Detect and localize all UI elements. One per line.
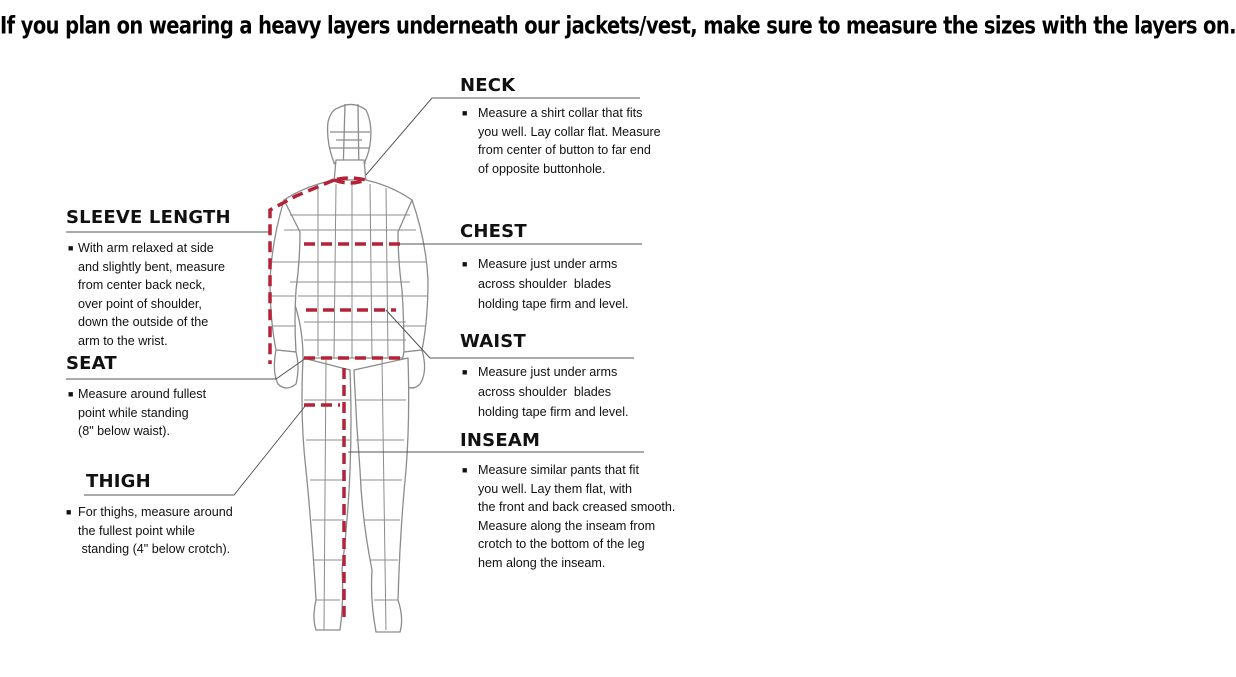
bullet-icon: ■ bbox=[462, 108, 468, 118]
left-arm bbox=[270, 200, 300, 352]
waist-section bbox=[460, 331, 629, 422]
inseam-text bbox=[460, 461, 675, 572]
headline: If you plan on wearing a heavy layers underneath our jackets/vest, make sure to measure the sizes with the layers on. bbox=[0, 11, 1236, 40]
neck-text bbox=[460, 104, 661, 178]
thigh-section bbox=[66, 471, 233, 559]
thigh-title: THIGH bbox=[86, 471, 151, 492]
neck-description: Measure a shirt collar that fits you well. Lay collar flat. Measure from center of button to far end of opposite buttonhole. bbox=[478, 106, 661, 176]
bullet-icon: ■ bbox=[66, 507, 72, 517]
sleeve-length-text bbox=[66, 239, 231, 350]
bullet-icon: ■ bbox=[462, 465, 468, 475]
seat-text bbox=[66, 385, 206, 441]
mannequin-figure bbox=[270, 104, 428, 632]
sleeve-length-title: SLEEVE LENGTH bbox=[66, 207, 231, 228]
bullet-icon: ■ bbox=[462, 367, 468, 377]
bullet-icon: ■ bbox=[68, 389, 74, 399]
bullet-icon: ■ bbox=[462, 259, 468, 269]
chest-text bbox=[460, 254, 629, 314]
neck-title: NECK bbox=[460, 75, 516, 96]
sleeve-length-description: With arm relaxed at side and slightly bent, measure from center back neck, over point of shoulder, down the outside of the arm to the wrist. bbox=[78, 241, 226, 348]
seat-description: Measure around fullest point while standing (8" below waist). bbox=[78, 387, 207, 438]
waist-title: WAIST bbox=[460, 331, 526, 352]
right-leg bbox=[354, 358, 409, 632]
waist-description: Measure just under arms across shoulder blades holding tape firm and level. bbox=[478, 365, 629, 419]
left-hand bbox=[274, 350, 298, 388]
neck-section bbox=[460, 75, 661, 178]
thigh-text bbox=[64, 503, 233, 559]
bullet-icon: ■ bbox=[68, 243, 74, 253]
inseam-title: INSEAM bbox=[460, 430, 541, 451]
sleeve-length-section bbox=[66, 207, 231, 350]
thigh-description: For thighs, measure around the fullest point while standing (4" below crotch). bbox=[78, 505, 233, 556]
chest-title: CHEST bbox=[460, 221, 527, 242]
chest-description: Measure just under arms across shoulder blades holding tape firm and level. bbox=[478, 257, 629, 311]
waist-text bbox=[460, 362, 629, 422]
chest-section bbox=[460, 221, 629, 314]
inseam-section bbox=[460, 430, 675, 572]
seat-title: SEAT bbox=[66, 353, 117, 374]
inseam-description: Measure similar pants that fit you well. Lay them flat, with the front and back creased smooth. Measure along the inseam from crotch to the bottom of the leg hem along the inseam. bbox=[478, 463, 676, 570]
seat-section bbox=[66, 353, 206, 441]
